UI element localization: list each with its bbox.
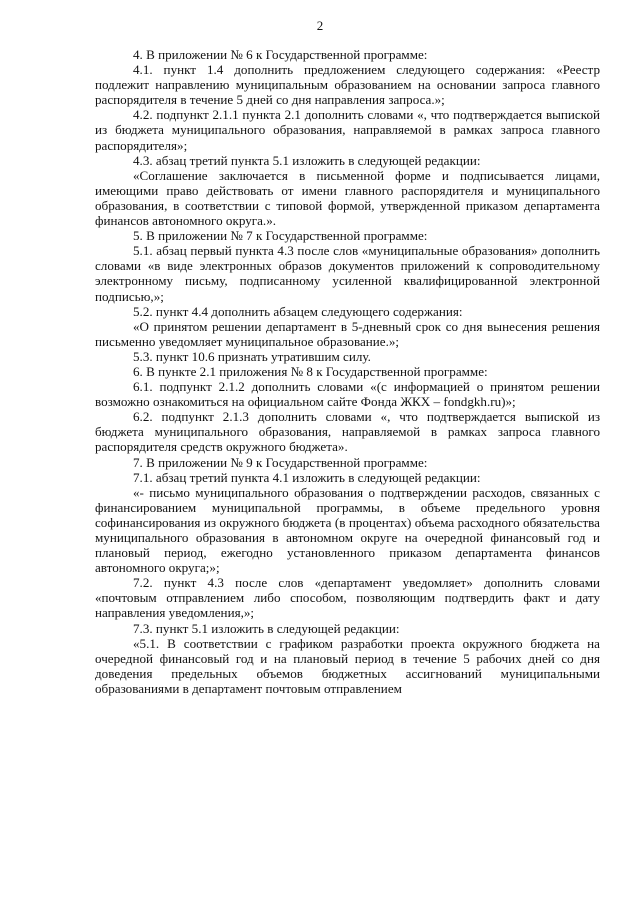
paragraph-4-1: 4.1. пункт 1.4 дополнить предложением следующего содержания: «Реестр подлежит направлению муниципальным образованием на основании запроса главного распорядителя в течение 5 дней со дня направления запроса.»; bbox=[95, 62, 600, 108]
paragraph-7-2: 7.2. пункт 4.3 после слов «департамент уведомляет» дополнить словами «почтовым отправлением либо способом, позволяющим подтвердить факт и дату направления уведомления,»; bbox=[95, 575, 600, 621]
page-number: 2 bbox=[316, 18, 324, 33]
quoted-paragraph: «5.1. В соответствии с графиком разработки проекта окружного бюджета на очередной финансовый год и на плановый период в течение 5 рабочих дней со дня доведения предельных объемов бюджетных ассигнований муниципальными образованиями в департамент почтовым отправлением bbox=[95, 635, 600, 696]
quoted-paragraph: «- письмо муниципального образования о подтверждении расходов, связанных с финансированием муниципальной программы, в объеме предельного уровня софинансирования из окружного бюджета (в процентах) объема расходного обязательства муниципального образования в автономном округе на очередной финансовый год и плановый период, ежегодно установленного приказом департамента финансов автономного округа;»; bbox=[95, 484, 600, 576]
paragraph-7-3: 7.3. пункт 5.1 изложить в следующей редакции: bbox=[133, 620, 400, 636]
paragraph-5-1: 5.1. абзац первый пункта 4.3 после слов «муниципальные образования» дополнить словами «в виде электронных образов документов приложений к сопроводительному электронному письму, подписанному усиленной квалифицированной электронной подписью,»; bbox=[95, 243, 600, 304]
paragraph-4: 4. В приложении № 6 к Государственной программе: bbox=[133, 47, 428, 62]
paragraph-6-2: 6.2. подпункт 2.1.3 дополнить словами «, что подтверждается выпиской из бюджета муниципального образования, направляемой в рамках запроса главного распорядителя средств окружного бюджета». bbox=[95, 409, 600, 455]
paragraph-4-3: 4.3. абзац третий пункта 5.1 изложить в следующей редакции: bbox=[133, 152, 481, 168]
paragraph-6: 6. В пункте 2.1 приложения № 8 к Государственной программе: bbox=[133, 363, 488, 379]
quoted-paragraph: «Соглашение заключается в письменной форме и подписывается лицами, имеющими право действовать от имени главного распорядителя и муниципального образования, в соответствии с типовой формой, утвержденной приказом департамента финансов автономного округа.». bbox=[95, 167, 600, 229]
quoted-paragraph: «О принятом решении департамент в 5-дневный срок со дня вынесения решения письменно уведомляет муниципальное образование.»; bbox=[95, 318, 600, 349]
paragraph-4-2: 4.2. подпункт 2.1.1 пункта 2.1 дополнить словами «, что подтверждается выпиской из бюджета муниципального образования, направляемой в рамках запроса главного распорядителя»; bbox=[95, 107, 600, 153]
paragraph-7-1: 7.1. абзац третий пункта 4.1 изложить в следующей редакции: bbox=[133, 469, 481, 485]
paragraph-5-2: 5.2. пункт 4.4 дополнить абзацем следующего содержания: bbox=[133, 303, 463, 319]
paragraph-6-1: 6.1. подпункт 2.1.2 дополнить словами «(с информацией о принятом решении возможно ознакомиться на официальном сайте Фонда ЖКХ – fondgkh.ru)»; bbox=[95, 379, 600, 410]
paragraph-7: 7. В приложении № 9 к Государственной программе: bbox=[133, 454, 428, 470]
document-body bbox=[95, 47, 600, 696]
paragraph-5-3: 5.3. пункт 10.6 признать утратившим силу. bbox=[133, 348, 371, 364]
paragraph-5: 5. В приложении № 7 к Государственной программе: bbox=[133, 228, 428, 244]
